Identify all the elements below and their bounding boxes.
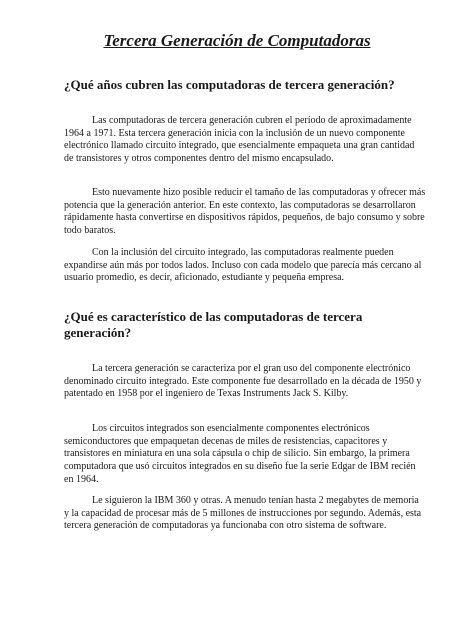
paragraph: Le siguieron la IBM 360 y otras. A menudo tenían hasta 2 megabytes de memoria y la capacidad de procesar más de 5 millones de instrucciones por segundo. Además, esta tercera generación de computadoras ya funcionaba con otro sistema de software. xyxy=(64,495,422,532)
section-heading-characteristics: ¿Qué es característico de las computadoras de tercera generación? xyxy=(64,309,363,340)
document-title: Tercera Generación de Computadoras xyxy=(103,31,371,50)
paragraph: Con la inclusión del circuito integrado, las computadoras realmente pueden expandirse aún más por todos lados. Incluso con cada modelo que parecía más cercano al usuario promedio, es decir, aficionado, estudiante y pequeña empresa. xyxy=(64,247,422,284)
paragraph: La tercera generación se caracteriza por el gran uso del componente electrónico denominado circuito integrado. Este componente fue desarrollado en la década de 1950 y patentado en 1958 por el ingeniero de Texas Instruments Jack S. Kilby. xyxy=(64,363,422,400)
paragraph: Las computadoras de tercera generación cubren el período de aproximadamente 1964 a 1971. Esta tercera generación inicia con la inclusión de un nuevo componente electrónico llamado circuito integrado, que esencialmente empaqueta una gran cantidad de transistores y otros componentes dentro del mismo encapsulado. xyxy=(64,115,415,165)
section-heading-years: ¿Qué años cubren las computadoras de tercera generación? xyxy=(64,77,395,92)
paragraph: Los circuitos integrados son esencialmente componentes electrónicos semiconductores que empaquetan decenas de miles de resistencias, capacitores y transistores en miniatura en una sola cápsula o chip de silicio. Sin embargo, la primera computadora que usó circuitos integrados en su diseño fue la serie Edgar de IBM recién en 1964. xyxy=(64,423,416,485)
paragraph: Esto nuevamente hizo posible reducir el tamaño de las computadoras y ofrecer más potencia que la generación anterior. En este contexto, las computadoras se desarrollaron rápidamente hasta convertirse en dispositivos rápidos, pequeños, de bajo consumo y sobre todo baratos. xyxy=(64,187,426,237)
